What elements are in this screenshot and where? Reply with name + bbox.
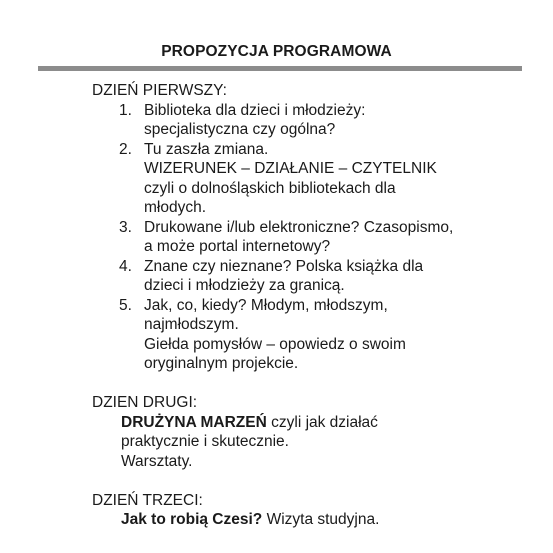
- day-two-line: Warsztaty.: [121, 452, 193, 470]
- item-number: 5.: [119, 296, 132, 314]
- item-line: najmłodszym.: [144, 316, 239, 333]
- item-number: 2.: [119, 140, 132, 158]
- day-two-heading: DZIEN DRUGI:: [92, 394, 198, 411]
- item-line: Znane czy nieznane? Polska książka dla: [144, 257, 424, 275]
- day-three-section: [92, 491, 532, 530]
- day-three-bold-lead: Jak to robią Czesi?: [121, 511, 263, 528]
- item-number: 1.: [119, 101, 132, 119]
- day-two-line: [92, 413, 532, 433]
- day-two-line: praktycznie i skutecznie.: [121, 433, 289, 450]
- list-item: [92, 218, 532, 257]
- item-line: a może portal internetowy?: [144, 238, 331, 255]
- program-content: [92, 81, 532, 530]
- section-gap: [92, 471, 532, 491]
- item-line: WIZERUNEK – DZIAŁANIE – CZYTELNIK: [144, 160, 437, 177]
- day-two-bold-lead: DRUŻYNA MARZEŃ: [121, 413, 267, 431]
- day-three-line: [92, 510, 532, 530]
- item-number: 3.: [119, 218, 132, 236]
- day-one-heading: DZIEŃ PIERWSZY:: [92, 82, 227, 99]
- title-divider: [38, 66, 522, 71]
- page-title: PROPOZYCJA PROGRAMOWA: [161, 43, 392, 60]
- day-two-lead-rest: czyli jak działać: [266, 413, 378, 431]
- item-line: Tu zaszła zmiana.: [144, 140, 269, 158]
- item-line: specjalistyczna czy ogólna?: [144, 121, 336, 138]
- section-gap: [92, 374, 532, 394]
- list-item: [92, 140, 532, 218]
- item-line: młodych.: [144, 199, 207, 216]
- item-line: Jak, co, kiedy? Młodym, młodszym,: [144, 296, 388, 314]
- list-item: [92, 257, 532, 296]
- list-item: [92, 296, 532, 374]
- item-line: Drukowane i/lub elektroniczne? Czasopismo,: [144, 218, 454, 236]
- item-line: dzieci i młodzieży za granicą.: [144, 277, 345, 294]
- item-line: czyli o dolnośląskich bibliotekach dla: [144, 179, 396, 197]
- day-two-section: [92, 393, 532, 471]
- day-one-list: [92, 101, 532, 374]
- item-line: Giełda pomysłów – opowiedz o swoim: [144, 335, 406, 353]
- day-three-heading: DZIEŃ TRZECI:: [92, 491, 203, 509]
- item-line: oryginalnym projekcie.: [144, 355, 299, 372]
- day-three-lead-rest: Wizyta studyjna.: [262, 511, 380, 528]
- day-one-section: [92, 81, 532, 374]
- item-number: 4.: [119, 257, 132, 275]
- item-line: Biblioteka dla dzieci i młodzieży:: [144, 101, 366, 119]
- list-item: [92, 101, 532, 140]
